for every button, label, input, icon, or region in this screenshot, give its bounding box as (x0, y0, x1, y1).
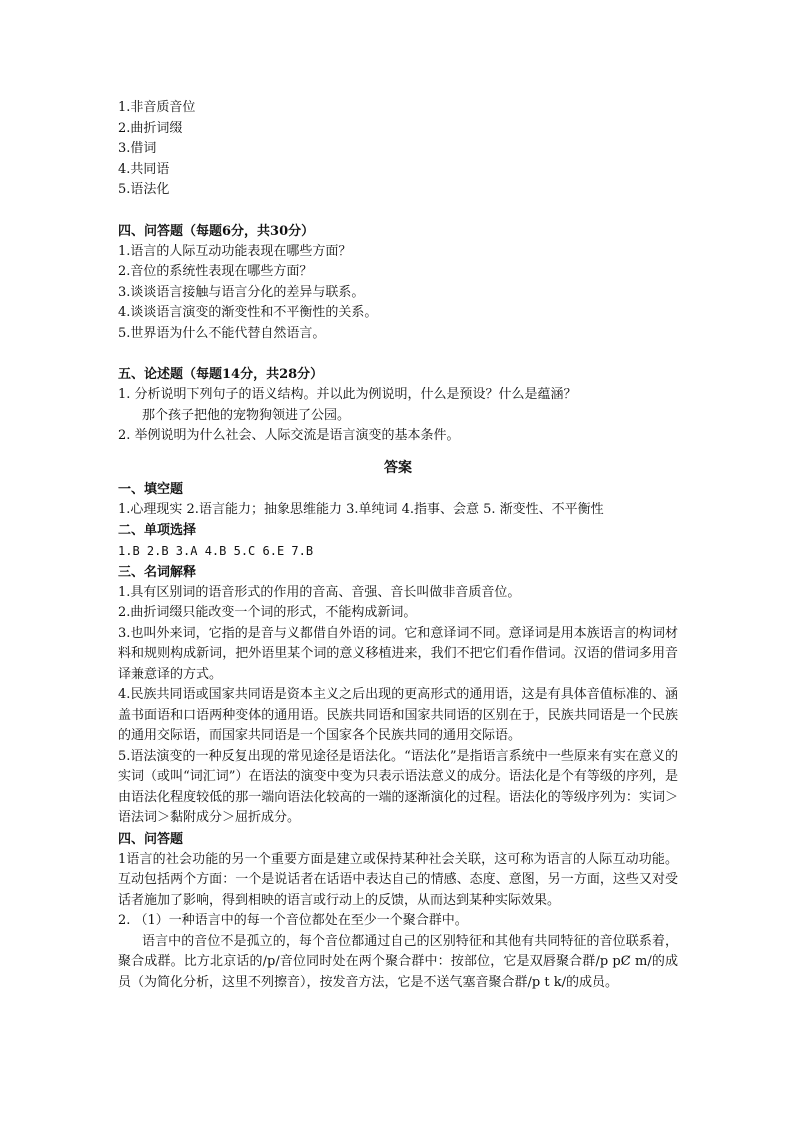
section-heading: 一、填空题 (118, 481, 184, 497)
section-heading: 五、论述题（每题14分，共28分） (118, 367, 324, 382)
answer-text: 1.B 2.B 3.A 4.B 5.C 6.E 7.B (118, 544, 314, 558)
section-heading: 二、单项选择 (118, 523, 197, 538)
section-heading: 三、名词解释 (118, 564, 197, 580)
answer-paragraph: 1语言的社会功能的另一个重要方面是建立或保持某种社会关联，这可称为语言的人际互动功能。互动包括两个方面：一个是说话者在话语中表达自己的情感、态度、意图，另一方面，这些又对受话者施加了影响，得到相映的语言或行动上的反馈，从而达到某种实际效果。 (118, 851, 678, 908)
list-item: 3.借词 (118, 141, 157, 156)
answer-paragraph: 1.具有区别词的语音形式的作用的音高、音强、音长叫做非音质音位。 (118, 584, 521, 600)
list-item: 1.语言的人际互动功能表现在哪些方面？ (118, 243, 352, 259)
list-item: 4.谈谈语言演变的渐变性和不平衡性的关系。 (118, 305, 378, 320)
list-item: 5.语法化 (118, 182, 170, 197)
answer-text: 1.心理现实 2.语言能力；抽象思维能力 3.单纯词 4.指事、会意 5. 渐变性、不平衡性 (118, 501, 604, 517)
answer-paragraph: 2.曲折词缀只能改变一个词的形式，不能构成新词。 (118, 605, 417, 620)
answer-subheading: 2. （1）一种语言中的每一个音位都处在至少一个聚合群中。 (118, 913, 468, 928)
answers-section (118, 457, 678, 994)
answer-paragraph: 语言中的音位不是孤立的，每个音位都通过自己的区别特征和其他有共同特征的音位联系着，聚合成群。比方北京话的/p/音位同时处在两个聚合群中：按部位，它是双唇聚合群/p pȻ m/的成员（为简化分析，这里不列擦音），按发音方法，它是不送气塞音聚合群/p t k/的成员。 (118, 933, 678, 990)
answer-paragraph: 3.也叫外来词，它指的是音与义都借自外语的词。它和意译词不同。意译词是用本族语言的构词材料和规则构成新词，把外语里某个词的意义移植进来，我们不把它们看作借词。汉语的借词多用音译兼意译的方式。 (118, 625, 678, 682)
section-qa-questions (118, 221, 678, 345)
answer-paragraph: 5.语法演变的一种反复出现的常见途径是语法化。“语法化”是指语言系统中一些原来有实在意义的实词（或叫“词汇词”）在语法的演变中变为只表示语法意义的成分。语法化是个有等级的序列，是由语法化程度较低的那一端向语法化较高的一端的逐渐演化的过程。语法化的等级序列为：实词＞语法词＞黏附成分＞屈折成分。 (118, 748, 678, 825)
example-sentence: 那个孩子把他的宠物狗领进了公园。 (142, 407, 351, 423)
term-list (118, 98, 678, 201)
list-item: 1.非音质音位 (118, 100, 196, 115)
list-item: 2. 举例说明为什么社会、人际交流是语言演变的基本条件。 (118, 428, 460, 443)
answers-title: 答案 (384, 459, 412, 476)
section-heading: 四、问答题（每题6分，共30分） (118, 223, 315, 239)
list-item: 1. 分析说明下列句子的语义结构。并以此为例说明，什么是预设？什么是蕴涵？ (118, 387, 577, 402)
list-item: 3.谈谈语言接触与语言分化的差异与联系。 (118, 284, 365, 300)
list-item: 2.曲折词缀 (118, 120, 183, 136)
list-item: 5.世界语为什么不能代替自然语言。 (118, 325, 326, 341)
section-essay-questions (118, 364, 678, 447)
list-item: 2.音位的系统性表现在哪些方面？ (118, 264, 313, 279)
section-heading: 四、问答题 (118, 831, 184, 847)
answer-paragraph: 4.民族共同语或国家共同语是资本主义之后出现的更高形式的通用语，这是有具体音值标准的、涵盖书面语和口语两种变体的通用语。民族共同语和国家共同语的区别在于，民族共同语是一个民族的通用交际语，而国家共同语是一个国家各个民族共同的通用交际语。 (118, 687, 678, 743)
document-content (118, 98, 678, 993)
list-item: 4.共同语 (118, 161, 170, 177)
